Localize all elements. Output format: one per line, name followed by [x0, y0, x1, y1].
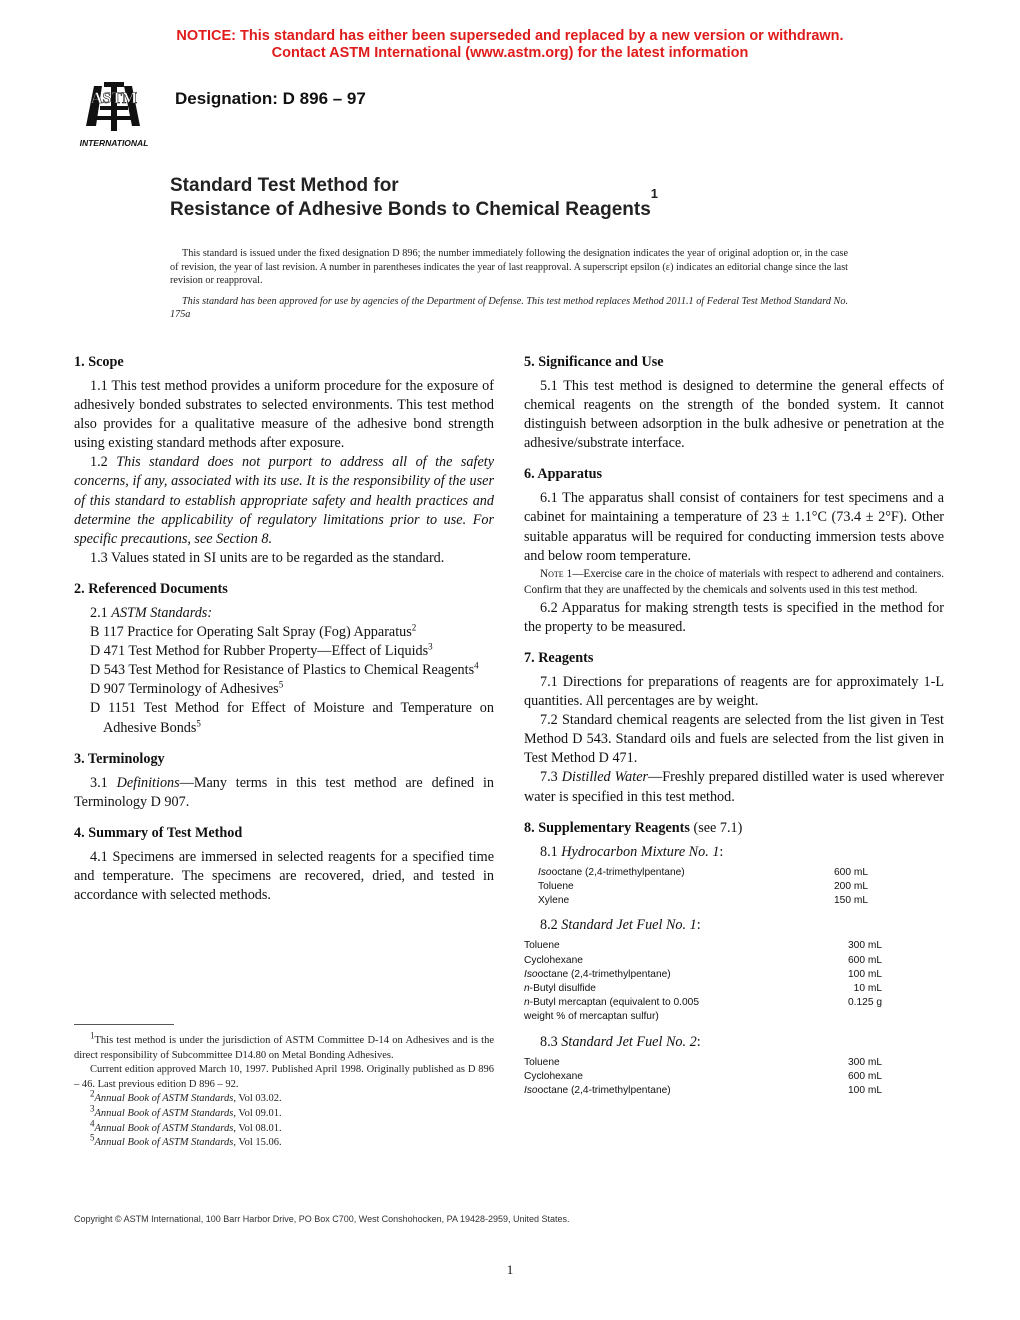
reagent-name — [524, 1070, 842, 1084]
ref-d1151-text: D 1151 Test Method for Effect of Moisture and Temperature on Adhesive Bonds — [90, 700, 494, 736]
page-number: 1 — [506, 1262, 514, 1277]
para-7-3-text: —Freshly prepared distilled water is used wherever water is specified in this test method. — [524, 769, 944, 805]
title-line-2 — [170, 186, 658, 222]
ref-d1151-sup: 5 — [196, 717, 201, 728]
preamble — [170, 247, 848, 329]
table-row — [538, 880, 868, 894]
footnote-5-book: Annual Book of ASTM Standards — [94, 1137, 234, 1149]
footnote-2-vol: , Vol 03.02. — [233, 1093, 282, 1105]
para-8-2-title: Standard Jet Fuel No. 1 — [561, 917, 697, 934]
reagent-name-continued: weight % of mercaptan sulfur) — [524, 1011, 659, 1023]
ref-d543-sup: 4 — [474, 660, 479, 671]
para-7-2: 7.2 Standard chemical reagents are selected from the list given in Test Method D 543. Standard oils and fuels are selected from the list given in Test Method D 471. — [524, 712, 944, 767]
ref-d907-sup: 5 — [278, 679, 284, 690]
reagent-quantity: 100 mL — [848, 1085, 882, 1097]
footnote-1b: Current edition approved March 10, 1997. Published April 1998. Originally published as D 896 – 46. Last previous edition D 896 – 92. — [74, 1064, 494, 1090]
ref-d471-text: D 471 Test Method for Rubber Property—Effect of Liquids — [90, 643, 429, 660]
reagent-quantity: 600 mL — [848, 954, 882, 966]
reagent-name — [538, 880, 828, 894]
table-row — [524, 982, 882, 996]
notice-line-1: NOTICE: This standard has either been superseded and replaced by a new version or withdrawn. — [176, 28, 844, 44]
para-2-1 — [74, 604, 494, 623]
table-row — [524, 954, 882, 968]
table-row — [538, 894, 868, 908]
section-2-heading: 2. Referenced Documents — [74, 580, 228, 597]
table-row — [524, 1084, 882, 1098]
footnote-5-vol: , Vol 15.06. — [233, 1137, 282, 1149]
reagent-name — [524, 1084, 842, 1098]
left-column — [74, 353, 494, 905]
note-1 — [524, 566, 944, 599]
table-row — [524, 968, 882, 982]
para-7-3-num: 7.3 — [540, 769, 562, 786]
ref-d471 — [74, 642, 494, 661]
referenced-documents — [74, 604, 494, 738]
logo-subtext: INTERNATIONAL — [79, 138, 149, 148]
logo-letters: ASTM — [90, 90, 138, 107]
reagent-label: octane (2,4-trimethylpentane) — [551, 866, 685, 878]
ref-b117-text: B 117 Practice for Operating Salt Spray (Fog) Apparatus — [90, 624, 412, 641]
footnote-rule — [74, 1024, 174, 1025]
para-6-1: 6.1 The apparatus shall consist of containers for test specimens and a cabinet for maintaining a temperature of 23 ± 1.1°C (73.4 ± 2°F). Other suitable apparatus will be required for conducting immersion tests above and below room temperature. — [524, 490, 944, 564]
reagent-label: Toluene — [538, 880, 574, 892]
para-8-3-num: 8.3 — [540, 1033, 562, 1050]
para-6-2: 6.2 Apparatus for making strength tests is specified in the method for the property to be measured. — [524, 599, 944, 635]
section-4-heading: 4. Summary of Test Method — [74, 824, 243, 841]
reagent-quantity: 10 mL — [853, 983, 882, 994]
reagent-quantity: 200 mL — [834, 880, 868, 892]
footnote-4-vol: , Vol 08.01. — [233, 1122, 282, 1134]
reagent-label: Cyclohexane — [524, 1070, 583, 1082]
copyright: Copyright © ASTM International, 100 Barr Harbor Drive, PO Box C700, West Conshohocken, PA 19428-2959, United States. — [74, 1214, 570, 1224]
section-8-heading-tail: (see 7.1) — [689, 819, 743, 836]
ref-d907 — [74, 680, 494, 699]
reagent-quantity: 600 mL — [848, 1070, 882, 1082]
footnote-4-marker: 4 — [90, 1118, 95, 1129]
ref-d543-text: D 543 Test Method for Resistance of Plastics to Chemical Reagents — [90, 662, 475, 679]
preamble-dod-note: This standard has been approved for use by agencies of the Department of Defense. This test method replaces Method 2011.1 of Federal Test Method Standard No. 175a — [170, 295, 848, 321]
section-7-heading: 7. Reagents — [524, 649, 594, 666]
para-8-2 — [524, 916, 944, 935]
ref-b117 — [74, 623, 494, 642]
reagent-label: Toluene — [524, 1056, 560, 1068]
reagent-label: octane (2,4-trimethylpentane) — [537, 968, 671, 980]
table-row — [524, 1070, 882, 1084]
reagent-quantity: 100 mL — [848, 968, 882, 980]
ref-d471-sup: 3 — [428, 641, 433, 652]
para-1-2 — [74, 453, 494, 548]
right-column — [524, 353, 944, 1106]
reagent-label: Cyclohexane — [524, 954, 583, 966]
table-hydrocarbon-mixture-1 — [538, 866, 868, 909]
note-1-text: —Exercise care in the choice of materials with respect to adherend and containers. Confirm that they are unaffected by the chemicals and solvents used in this test method. — [524, 567, 944, 597]
reagent-prefix: Iso — [538, 866, 552, 878]
ref-d543 — [74, 661, 494, 680]
para-2-1-num: 2.1 — [90, 604, 112, 621]
para-8-1-title: Hydrocarbon Mixture No. 1 — [561, 843, 720, 860]
footnote-2-marker: 2 — [90, 1088, 95, 1099]
reagent-prefix: n — [524, 997, 530, 1009]
para-3-1-text: —Many terms in this test method are defined in Terminology D 907. — [74, 774, 494, 810]
section-8-heading — [524, 819, 944, 838]
para-1-2-num: 1.2 — [90, 454, 117, 471]
reagent-prefix: Iso — [524, 968, 538, 980]
footnotes — [74, 1030, 494, 1151]
reagent-label: Xylene — [538, 895, 570, 907]
para-8-3-tail: : — [696, 1033, 701, 1050]
reagent-name — [524, 968, 842, 982]
reagent-name — [538, 894, 828, 908]
reagent-label: -Butyl disulfide — [529, 983, 596, 994]
para-5-1: 5.1 This test method is designed to determine the general effects of chemical reagents on the strength of the bonded system. It cannot distinguish between adsorption in the bulk adhesive or penetration at the adhesive/substrate interface. — [524, 378, 944, 452]
footnote-1 — [74, 1030, 494, 1063]
title-footnote-marker: 1 — [650, 186, 658, 201]
para-3-1 — [74, 774, 494, 812]
section-6-heading: 6. Apparatus — [524, 466, 603, 483]
para-7-3 — [524, 768, 944, 806]
reagent-label: Toluene — [524, 940, 560, 952]
footnote-2-book: Annual Book of ASTM Standards — [94, 1093, 234, 1105]
note-1-label: Note 1 — [540, 567, 573, 580]
footnote-3-vol: , Vol 09.01. — [233, 1107, 282, 1119]
footnote-1-marker: 1 — [90, 1030, 95, 1041]
reagent-name — [524, 996, 842, 1010]
reagent-quantity: 300 mL — [848, 940, 882, 952]
footnote-1-text: This test method is under the jurisdiction of ASTM Committee D-14 on Adhesives and is the direct responsibility of Subcommittee D14.80 on Metal Bonding Adhesives. — [74, 1035, 494, 1061]
para-1-3: 1.3 Values stated in SI units are to be regarded as the standard. — [90, 549, 445, 566]
title-line-1: Standard Test Method for — [170, 175, 399, 196]
reagent-quantity: 300 mL — [848, 1056, 882, 1068]
footnote-3-book: Annual Book of ASTM Standards — [94, 1107, 234, 1119]
footnote-4 — [74, 1118, 494, 1137]
para-8-1-tail: : — [719, 843, 724, 860]
para-8-1-num: 8.1 — [540, 843, 562, 860]
reagent-name — [524, 939, 842, 953]
astm-logo-icon — [66, 76, 162, 150]
reagent-prefix: Iso — [524, 1085, 538, 1097]
footnote-5 — [74, 1132, 494, 1151]
reagent-prefix: n — [524, 983, 530, 994]
reagent-quantity: 150 mL — [834, 895, 868, 907]
para-3-1-num: 3.1 — [90, 774, 117, 791]
document-title — [170, 174, 658, 222]
reagent-label: octane (2,4-trimethylpentane) — [537, 1085, 671, 1097]
reagent-name — [524, 982, 842, 996]
para-8-1 — [524, 843, 944, 862]
reagent-quantity: 0.125 g — [848, 997, 882, 1009]
para-8-3-title: Standard Jet Fuel No. 2 — [561, 1033, 697, 1050]
footnote-3-marker: 3 — [90, 1103, 95, 1114]
para-8-3 — [524, 1033, 944, 1052]
preamble-issue-note: This standard is issued under the fixed designation D 896; the number immediately following the designation indicates the year of original adoption or, in the case of revision, the year of last revision. A number in parentheses indicates the year of last reapproval. A superscript epsilon (ε) indicates an editorial change since the last revision or reapproval. — [170, 248, 848, 287]
para-2-1-text: ASTM Standards: — [111, 604, 213, 621]
ref-d1151 — [74, 699, 494, 737]
table-jet-fuel-1 — [524, 939, 882, 1024]
footnote-2 — [74, 1088, 494, 1107]
para-4-1: 4.1 Specimens are immersed in selected reagents for a specified time and temperature. The specimens are recovered, dried, and tested in accordance with selected methods. — [74, 848, 494, 903]
footnote-4-book: Annual Book of ASTM Standards — [94, 1122, 234, 1134]
ref-b117-sup: 2 — [411, 622, 417, 633]
table-row — [538, 866, 868, 880]
table-row — [524, 996, 882, 1010]
notice-banner — [0, 28, 1020, 62]
para-1-1: 1.1 This test method provides a uniform procedure for the exposure of adhesively bonded substrates to selected environments. This test method also provides for a qualitative measure of the adhesive bond strength using existing standard methods after exposure. — [74, 378, 494, 452]
ref-d907-text: D 907 Terminology of Adhesives — [90, 681, 279, 698]
table-row — [524, 1056, 882, 1070]
table-jet-fuel-2 — [524, 1056, 882, 1099]
para-8-2-num: 8.2 — [540, 917, 562, 934]
title-line-2-text: Resistance of Adhesive Bonds to Chemical Reagents — [170, 199, 651, 220]
section-1-heading: 1. Scope — [74, 354, 124, 370]
section-5-heading: 5. Significance and Use — [524, 354, 664, 370]
reagent-name — [524, 1056, 842, 1070]
para-3-1-term: Definitions — [116, 774, 180, 791]
footnote-3 — [74, 1103, 494, 1122]
reagent-name — [524, 954, 842, 968]
para-8-2-tail: : — [696, 917, 701, 934]
section-8-heading-text: 8. Supplementary Reagents — [524, 819, 690, 836]
astm-logo — [66, 76, 162, 150]
reagent-label: -Butyl mercaptan (equivalent to 0.005 — [529, 997, 699, 1009]
notice-line-2: Contact ASTM International (www.astm.org) for the latest information — [271, 45, 749, 61]
para-1-2-text: This standard does not purport to address all of the safety concerns, if any, associated with its use. It is the responsibility of the user of this standard to establish appropriate safety and health practices and determine the applicability of regulatory limitations prior to use. For specific precautions, see Section 8. — [74, 454, 494, 547]
section-3-heading: 3. Terminology — [74, 750, 165, 767]
designation: Designation: D 896 – 97 — [175, 89, 366, 108]
table-row — [524, 939, 882, 953]
para-7-1: 7.1 Directions for preparations of reagents are for approximately 1-L quantities. All percentages are by weight. — [524, 673, 944, 710]
para-7-3-term: Distilled Water — [561, 769, 649, 786]
footnote-5-marker: 5 — [90, 1132, 95, 1143]
reagent-quantity: 600 mL — [834, 866, 868, 878]
reagent-name — [538, 866, 828, 880]
table-row — [524, 1010, 882, 1024]
